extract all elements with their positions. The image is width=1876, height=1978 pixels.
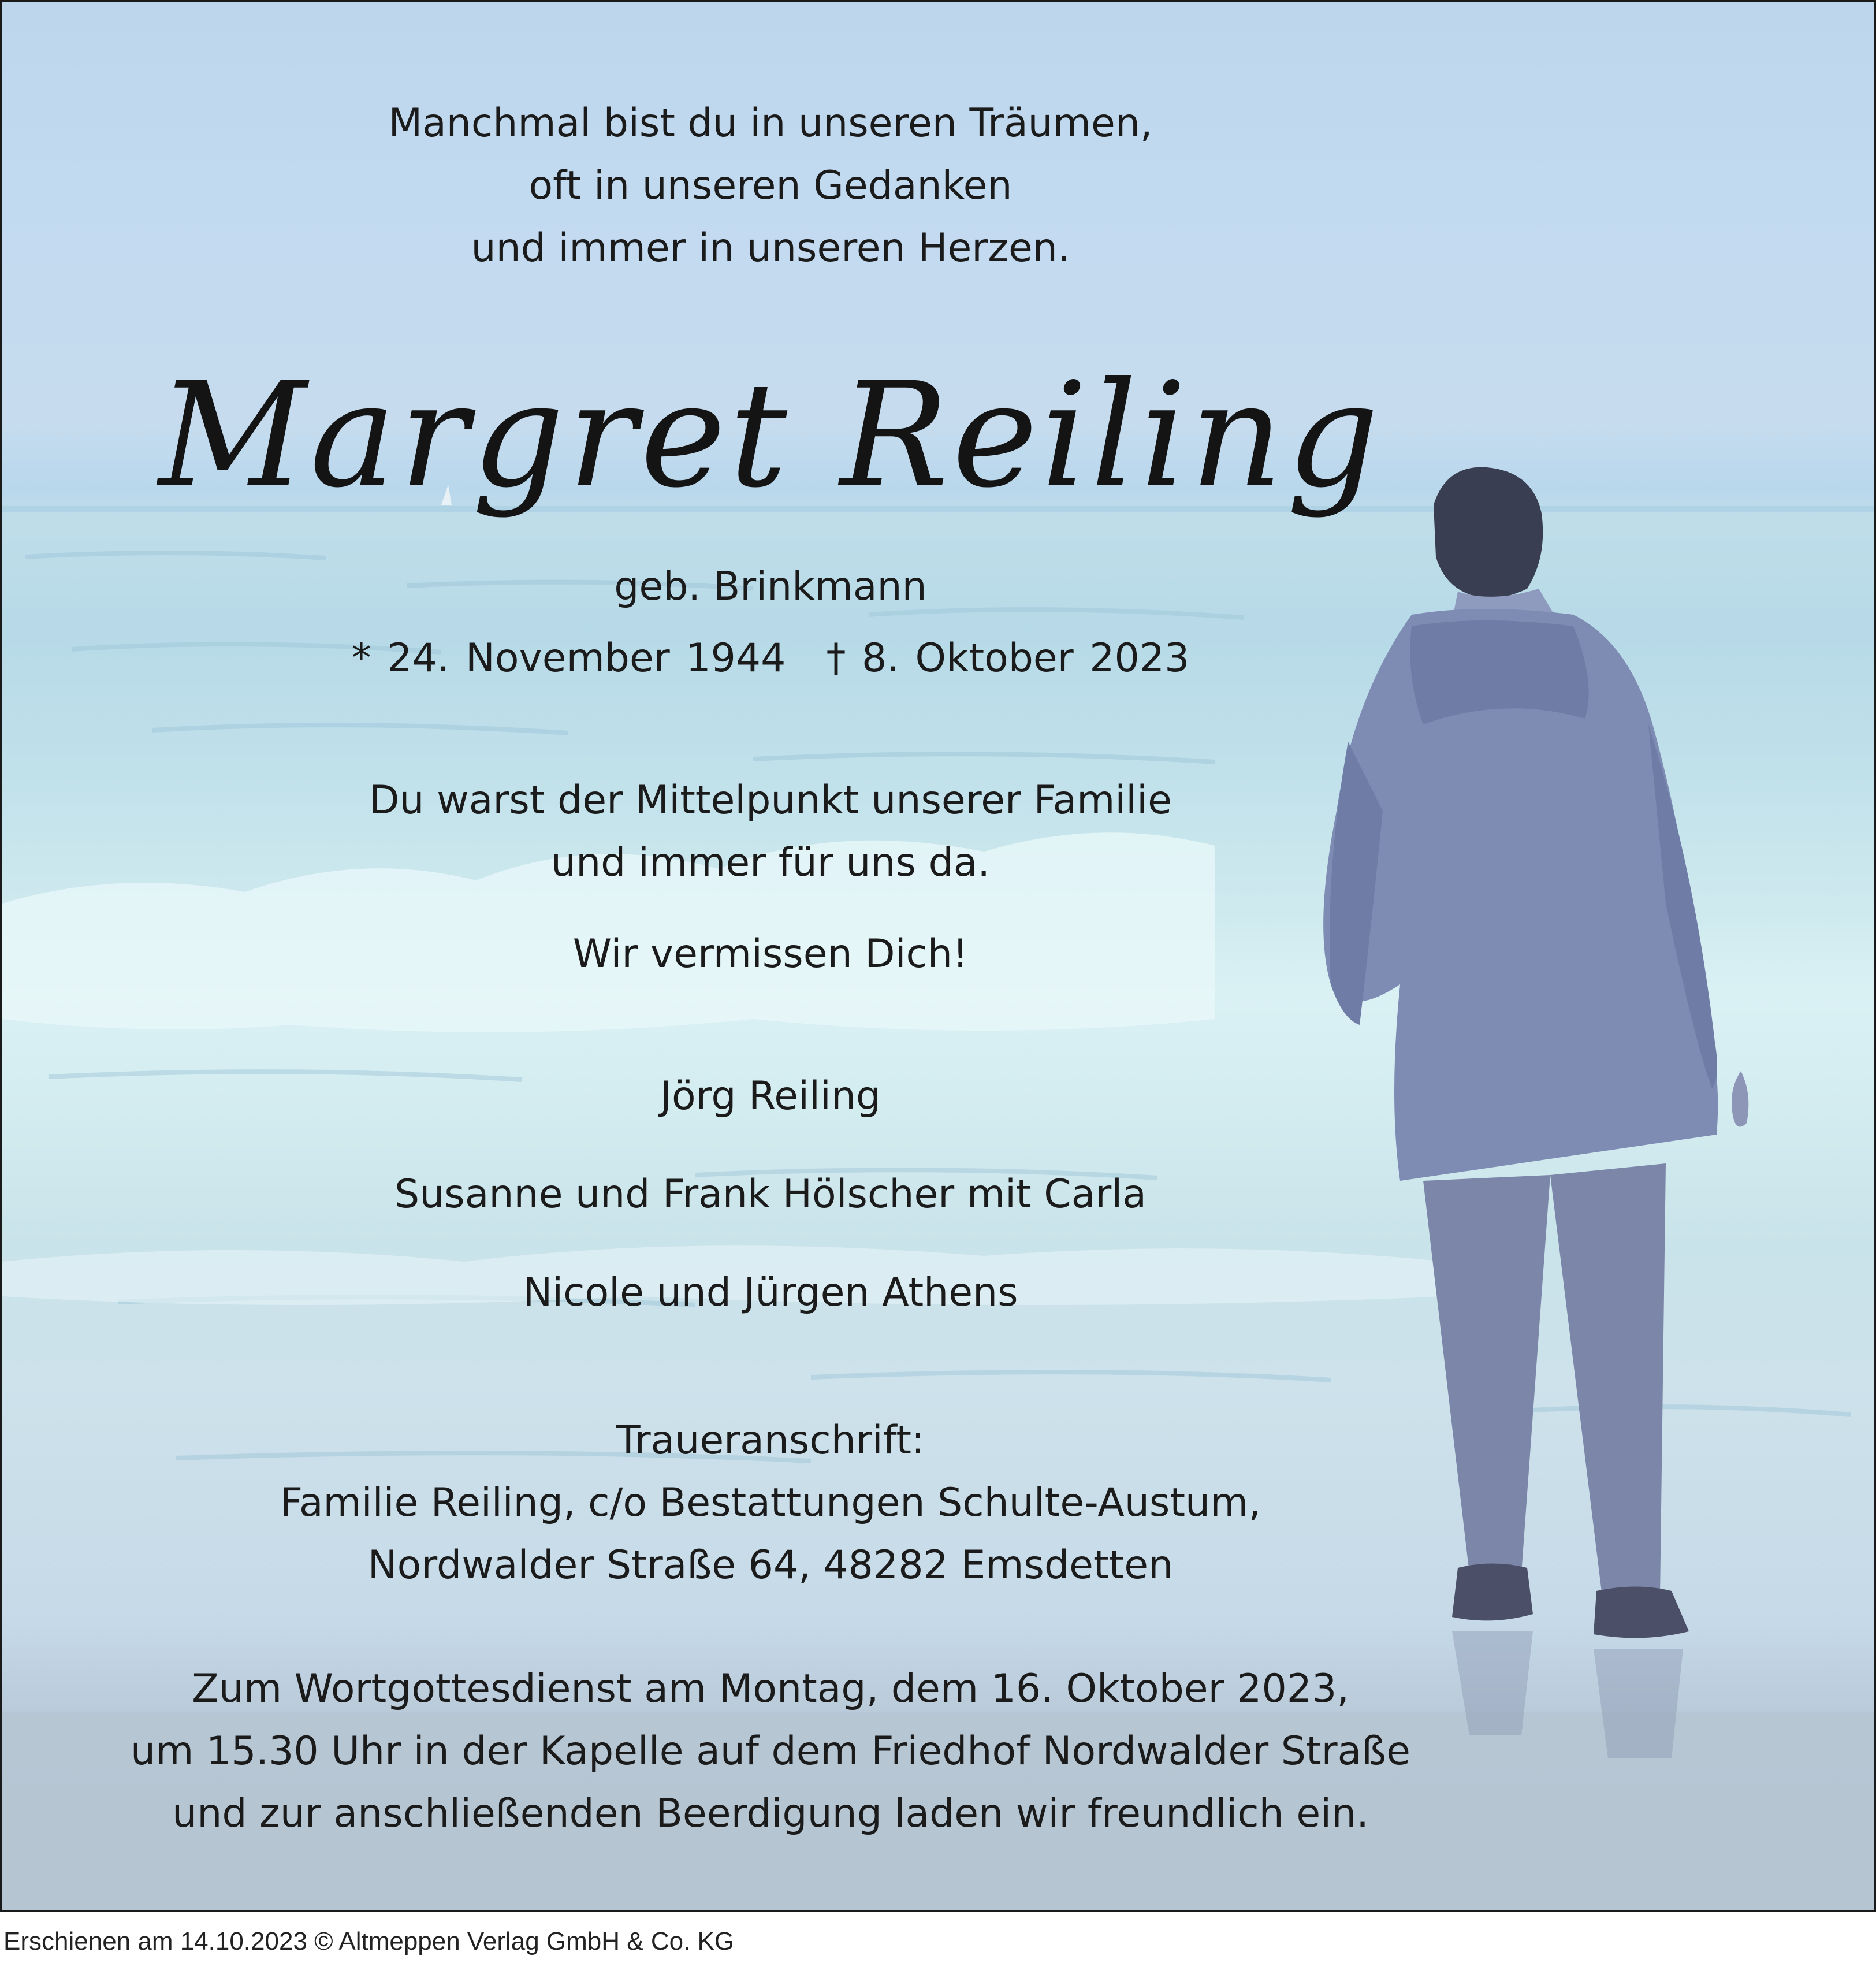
poem-line: oft in unseren Gedanken xyxy=(528,163,1013,209)
person-hand xyxy=(1732,1071,1748,1127)
mourner-1 xyxy=(2,1065,1539,1128)
death-date: † 8. Oktober 2023 xyxy=(826,635,1190,681)
funeral-service xyxy=(2,1658,1539,1845)
tribute-line: Du warst der Mittelpunkt unserer Familie xyxy=(369,778,1172,823)
person-leg-right xyxy=(1550,1163,1666,1597)
address-line: Nordwalder Straße 64, 48282 Emsdetten xyxy=(367,1542,1174,1588)
mourner-3 xyxy=(2,1262,1539,1324)
birth-name-text: geb. Brinkmann xyxy=(614,564,927,609)
tribute xyxy=(2,769,1539,894)
tribute-line: und immer für uns da. xyxy=(550,840,991,886)
mourner-name: Susanne und Frank Hölscher mit Carla xyxy=(394,1172,1147,1217)
tribute-closing xyxy=(2,923,1539,986)
tribute-line: Wir vermissen Dich! xyxy=(572,931,969,977)
person-shoe-right xyxy=(1594,1587,1689,1638)
mourner-2 xyxy=(2,1163,1539,1226)
address-heading: Traueranschrift: xyxy=(616,1418,925,1463)
birth-date: * 24. November 1944 xyxy=(351,635,786,681)
poem xyxy=(2,92,1539,280)
address-line: Familie Reiling, c/o Bestattungen Schulte-Austum, xyxy=(280,1480,1261,1526)
publication-footer: Erschienen am 14.10.2023 © Altmeppen Verlag GmbH & Co. KG xyxy=(3,1927,735,1955)
mourner-name: Nicole und Jürgen Athens xyxy=(523,1270,1018,1315)
birth-name xyxy=(2,556,1539,618)
service-line: um 15.30 Uhr in der Kapelle auf dem Friedhof Nordwalder Straße xyxy=(131,1728,1410,1774)
mourner-name: Jörg Reiling xyxy=(660,1073,881,1119)
service-line: Zum Wortgottesdienst am Montag, dem 16. Oktober 2023, xyxy=(192,1666,1349,1712)
service-line: und zur anschließenden Beerdigung laden wir freundlich ein. xyxy=(172,1791,1369,1836)
poem-line: und immer in unseren Herzen. xyxy=(471,225,1070,271)
life-dates xyxy=(2,627,1539,690)
condolence-address xyxy=(2,1410,1539,1597)
deceased-name: Margret Reiling xyxy=(158,351,1383,519)
poem-line: Manchmal bist du in unseren Träumen, xyxy=(388,101,1153,146)
